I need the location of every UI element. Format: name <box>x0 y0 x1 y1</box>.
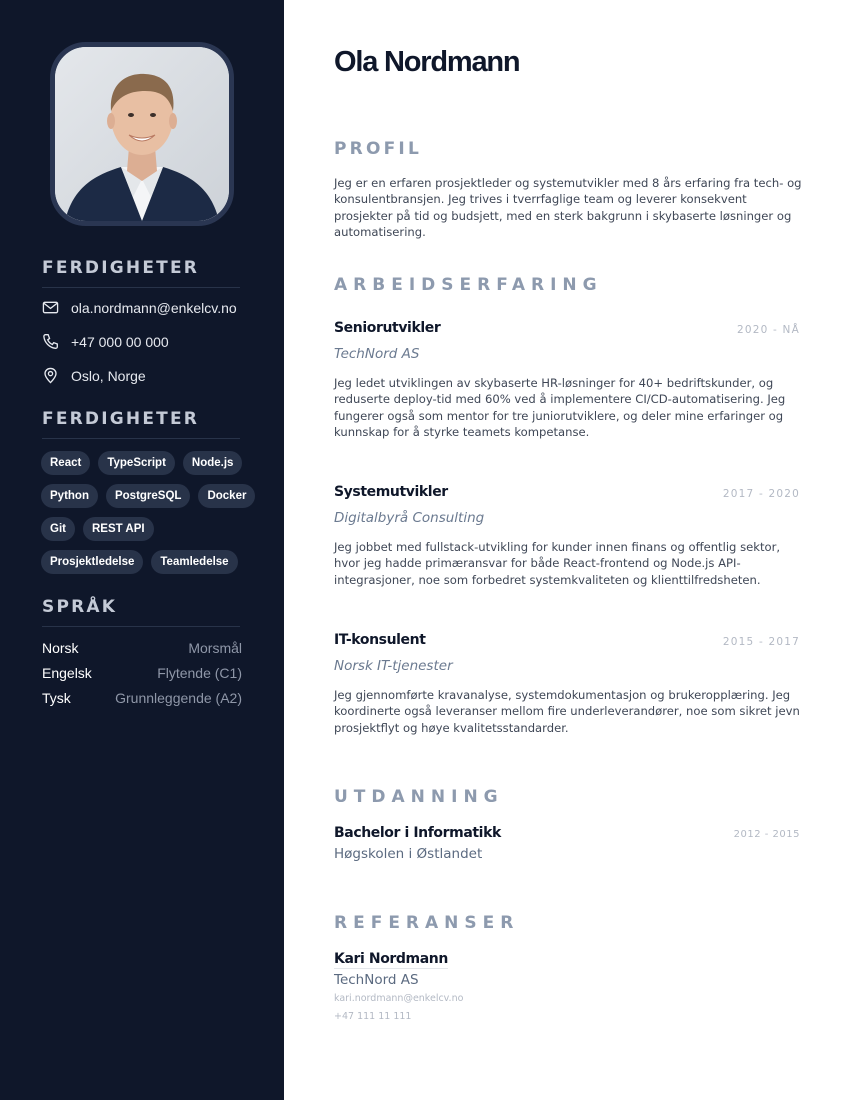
skill-chip: REST API <box>83 517 154 541</box>
phone-icon <box>42 333 59 350</box>
sidebar <box>0 0 284 1100</box>
location-text: Oslo, Norge <box>71 367 146 384</box>
reference-company: TechNord AS <box>334 972 419 988</box>
profile-text: Jeg er en erfaren prosjektleder og systemutvikler med 8 års erfaring fra tech- og konsulentbransjen. Jeg trives i tverrfaglige team og leverer konsekvent prosjekter på tid og budsjett, med en sterk bakgrunn i skybaserte løsninger og automatisering. <box>334 176 802 239</box>
education-heading: UTDANNING <box>334 787 504 807</box>
skill-chip: Node.js <box>183 451 243 475</box>
language-name: Engelsk <box>42 665 92 681</box>
job-title: Systemutvikler <box>334 484 448 500</box>
language-row <box>42 640 242 656</box>
references-heading: REFERANSER <box>334 913 520 933</box>
experience-heading: ARBEIDSERFARING <box>334 275 603 295</box>
main-content <box>284 0 850 1100</box>
skill-chip: Teamledelse <box>151 550 237 574</box>
language-name: Tysk <box>42 690 71 706</box>
mail-icon <box>42 299 59 316</box>
contact-email <box>42 299 237 316</box>
job-company: Norsk IT-tjenester <box>334 658 453 674</box>
profile-heading: PROFIL <box>334 139 422 159</box>
reference-email: kari.nordmann@enkelcv.no <box>334 993 464 1004</box>
job-dates: 2017 - 2020 <box>722 488 800 500</box>
job-title: Seniorutvikler <box>334 320 441 336</box>
skills-heading: FERDIGHETER <box>42 409 240 439</box>
job-description: Jeg gjennomførte kravanalyse, systemdokumentasjon og brukeropplæring. Jeg koordinerte også leveranser mellom fire underleverandører, noe som sikret jevn prosjektflyt og høye kvalitetsstandarder. <box>334 688 800 735</box>
language-level: Flytende (C1) <box>157 665 242 681</box>
job-dates: 2015 - 2017 <box>722 636 800 648</box>
location-pin-icon <box>42 367 59 384</box>
profile-photo-image <box>55 47 229 221</box>
education-degree: Bachelor i Informatikk <box>334 825 501 841</box>
email-text: ola.nordmann@enkelcv.no <box>71 299 237 316</box>
person-name: Ola Nordmann <box>334 46 520 78</box>
profile-photo <box>50 42 234 226</box>
education-school: Høgskolen i Østlandet <box>334 846 483 862</box>
languages-heading: SPRÅK <box>42 597 240 627</box>
language-row <box>42 690 242 706</box>
skill-chip: Python <box>41 484 98 508</box>
phone-text: +47 000 00 000 <box>71 333 169 350</box>
skill-chip: Prosjektledelse <box>41 550 143 574</box>
skills-list <box>41 451 256 574</box>
reference-phone: +47 111 11 111 <box>334 1011 412 1022</box>
skill-chip: Git <box>41 517 75 541</box>
language-level: Morsmål <box>188 640 242 656</box>
job-company: TechNord AS <box>334 346 420 362</box>
job-description: Jeg jobbet med fullstack-utvikling for kunder innen finans og offentlig sektor, hvor jeg hadde primæransvar for både React-frontend og Node.js API-integrasjoner, noe som forbedret systemkvaliteten og klienttilfredsheten. <box>334 540 781 587</box>
contact-phone <box>42 333 169 350</box>
skill-chip: TypeScript <box>98 451 175 475</box>
reference-name: Kari Nordmann <box>334 951 448 967</box>
job-dates: 2020 - NÅ <box>736 324 800 336</box>
language-name: Norsk <box>42 640 79 656</box>
skill-chip: Docker <box>198 484 255 508</box>
contact-heading: FERDIGHETER <box>42 258 240 288</box>
skill-chip: React <box>41 451 90 475</box>
job-company: Digitalbyrå Consulting <box>334 510 485 526</box>
job-title: IT-konsulent <box>334 632 426 648</box>
language-level: Grunnleggende (A2) <box>115 690 242 706</box>
education-dates: 2012 - 2015 <box>733 829 800 840</box>
language-row <box>42 665 242 681</box>
skill-chip: PostgreSQL <box>106 484 190 508</box>
job-description: Jeg ledet utviklingen av skybaserte HR-løsninger for 40+ bedriftskunder, og reduserte deploy-tid med 60% ved å implementere CI/CD-automatisering. Jeg fungerer også som mentor for tre juniorutviklere, og deler mine erfaringer og kunnskap for å styrke teamets kompetanse. <box>334 376 786 439</box>
contact-location <box>42 367 146 384</box>
